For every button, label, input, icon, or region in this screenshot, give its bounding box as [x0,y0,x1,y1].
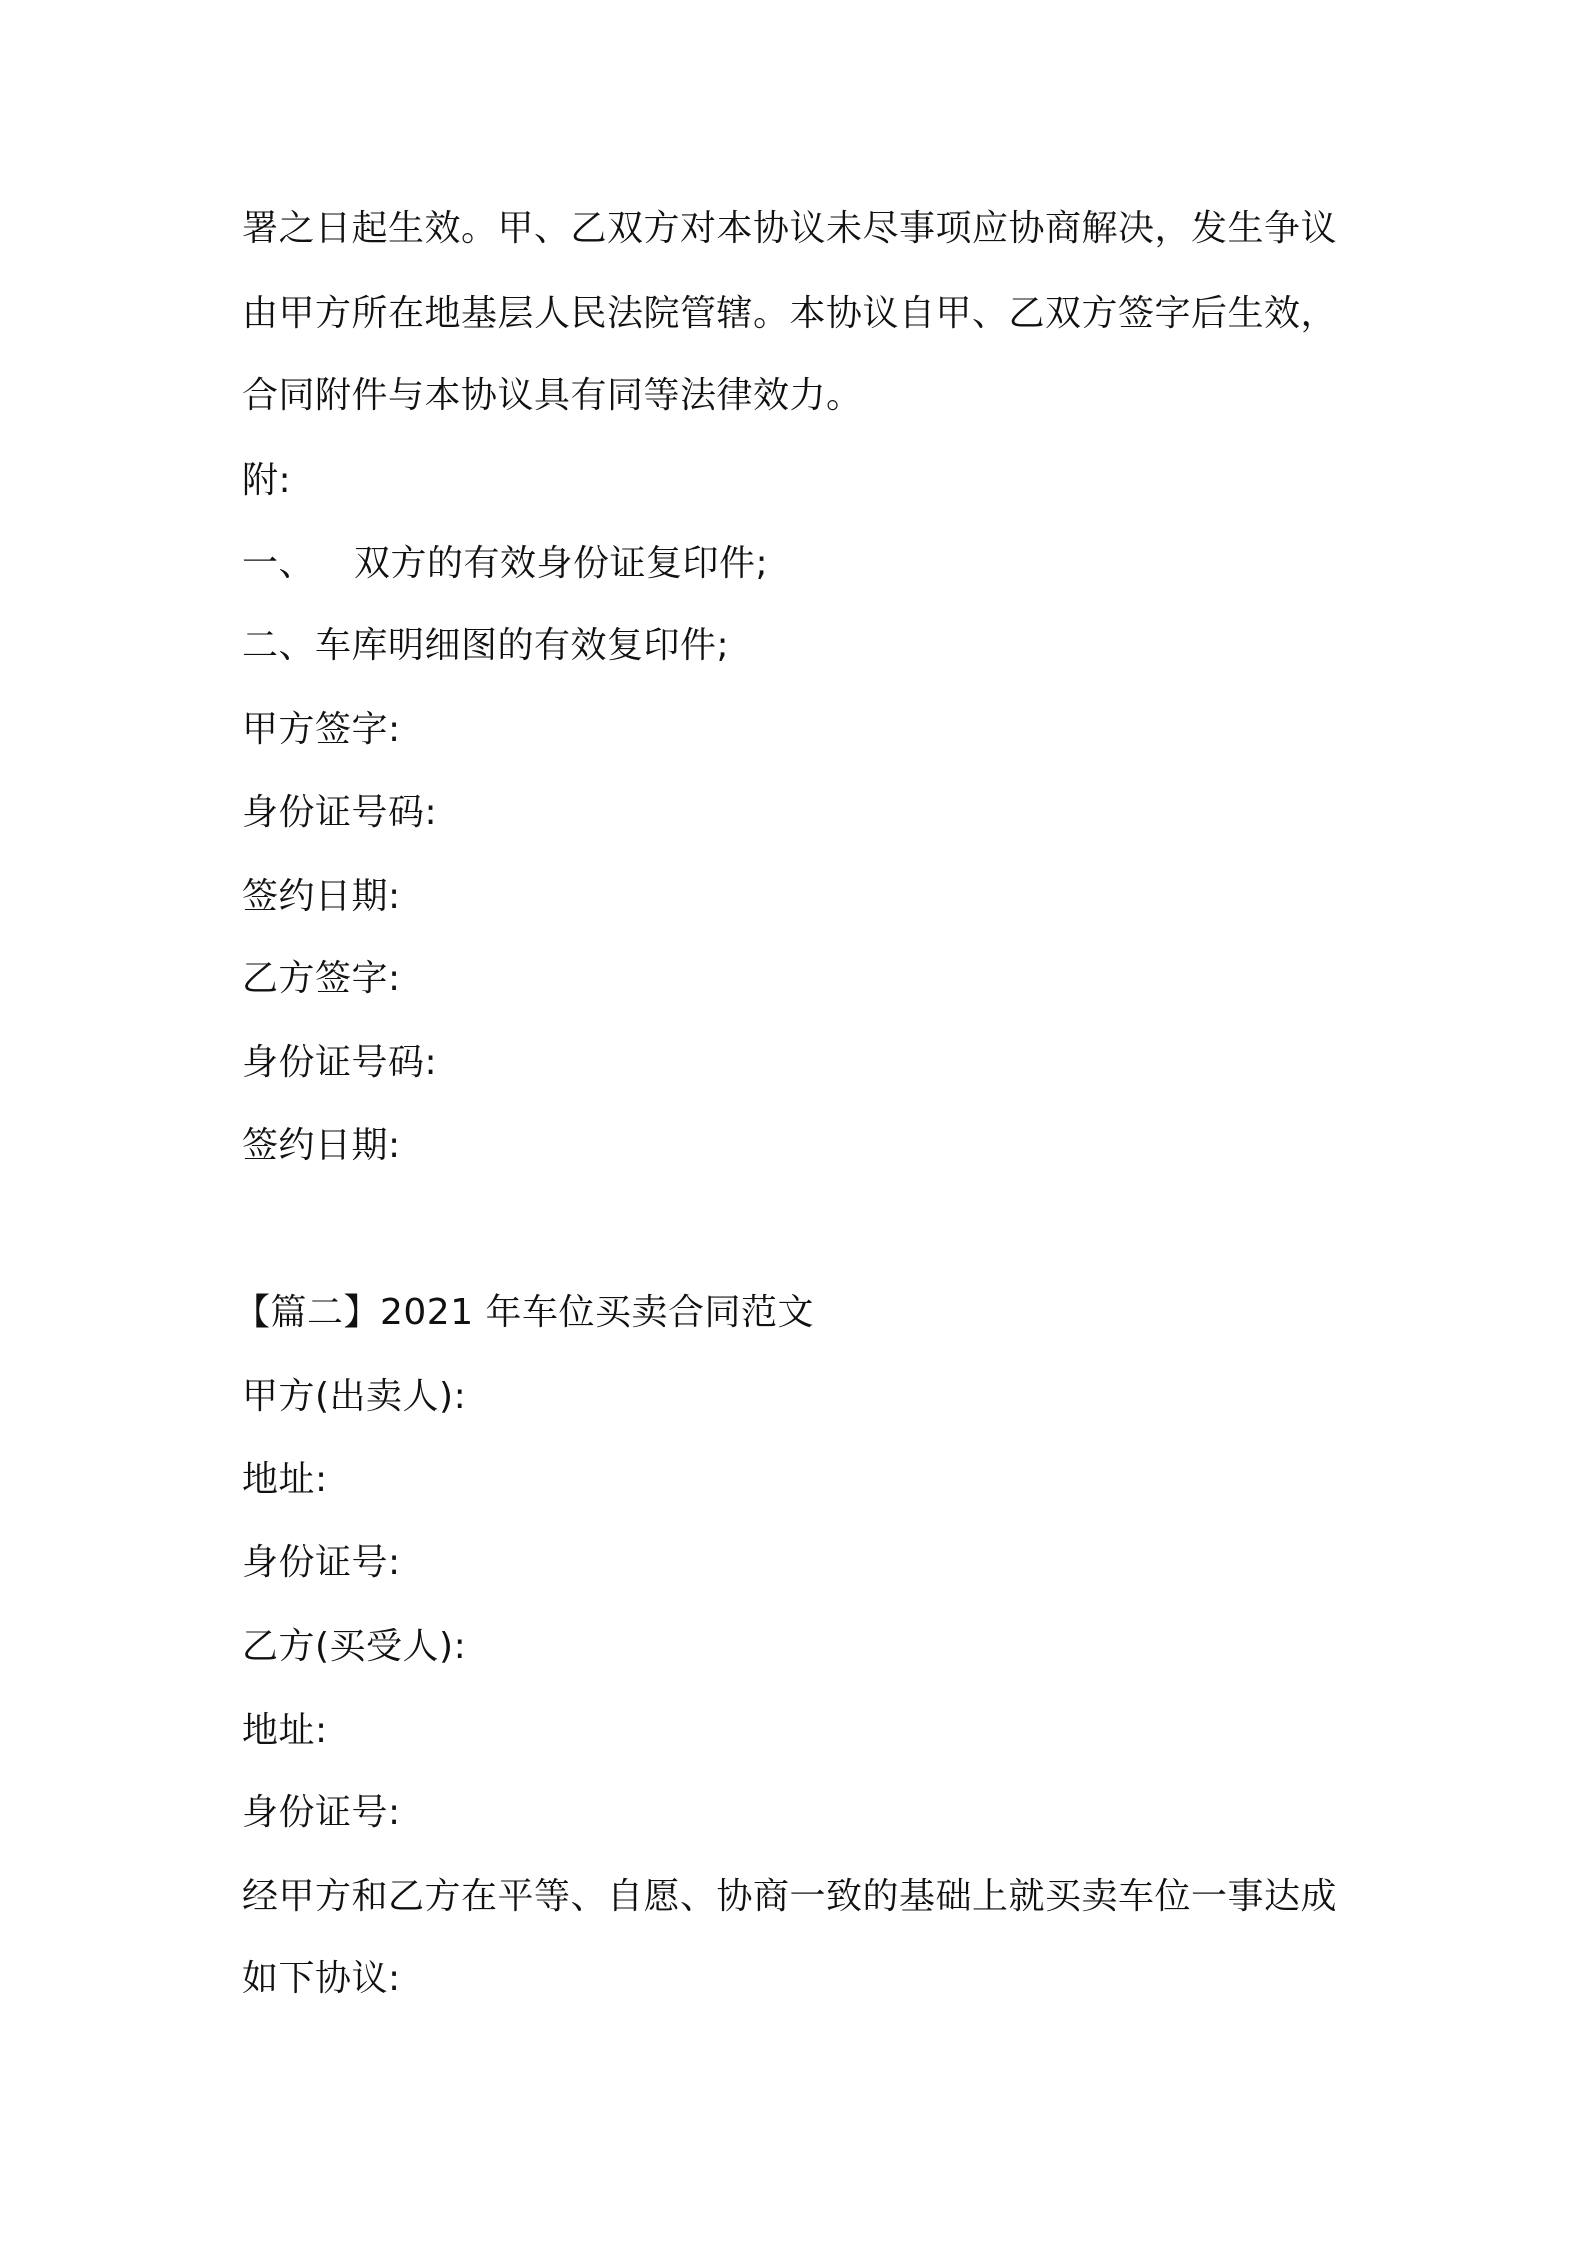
buyer-label: 乙方(买受人): [242,1626,467,1667]
appendix-heading: 附: [242,460,292,501]
list-marker: 一、 [242,543,316,584]
body-text-line: 合同附件与本协议具有同等法律效力。 [242,375,863,416]
list-item-text: 双方的有效身份证复印件; [354,543,769,584]
section-title: 【篇二】2021 年车位买卖合同范文 [234,1292,815,1333]
party-a-id-label: 身份证号码: [242,792,438,833]
party-b-id-label: 身份证号码: [242,1042,438,1083]
body-text-line: 由甲方所在地基层人民法院管辖。本协议自甲、乙双方签字后生效， [242,293,1338,334]
party-b-signature-label: 乙方签字: [242,958,401,999]
seller-label: 甲方(出卖人): [242,1376,467,1417]
seller-address-label: 地址: [242,1459,328,1500]
body-text-line: 署之日起生效。甲、乙双方对本协议未尽事项应协商解决，发生争议 [242,208,1338,249]
party-a-date-label: 签约日期: [242,876,401,917]
buyer-address-label: 地址: [242,1710,328,1751]
buyer-id-label: 身份证号: [242,1792,401,1833]
party-b-date-label: 签约日期: [242,1125,401,1166]
body-text-line: 经甲方和乙方在平等、自愿、协商一致的基础上就买卖车位一事达成 [242,1876,1338,1917]
appendix-item-2: 二、车库明细图的有效复印件; [242,625,730,666]
seller-id-label: 身份证号: [242,1542,401,1583]
party-a-signature-label: 甲方签字: [242,709,401,750]
appendix-item-1 [242,538,1362,590]
body-text-line: 如下协议: [242,1958,401,1999]
